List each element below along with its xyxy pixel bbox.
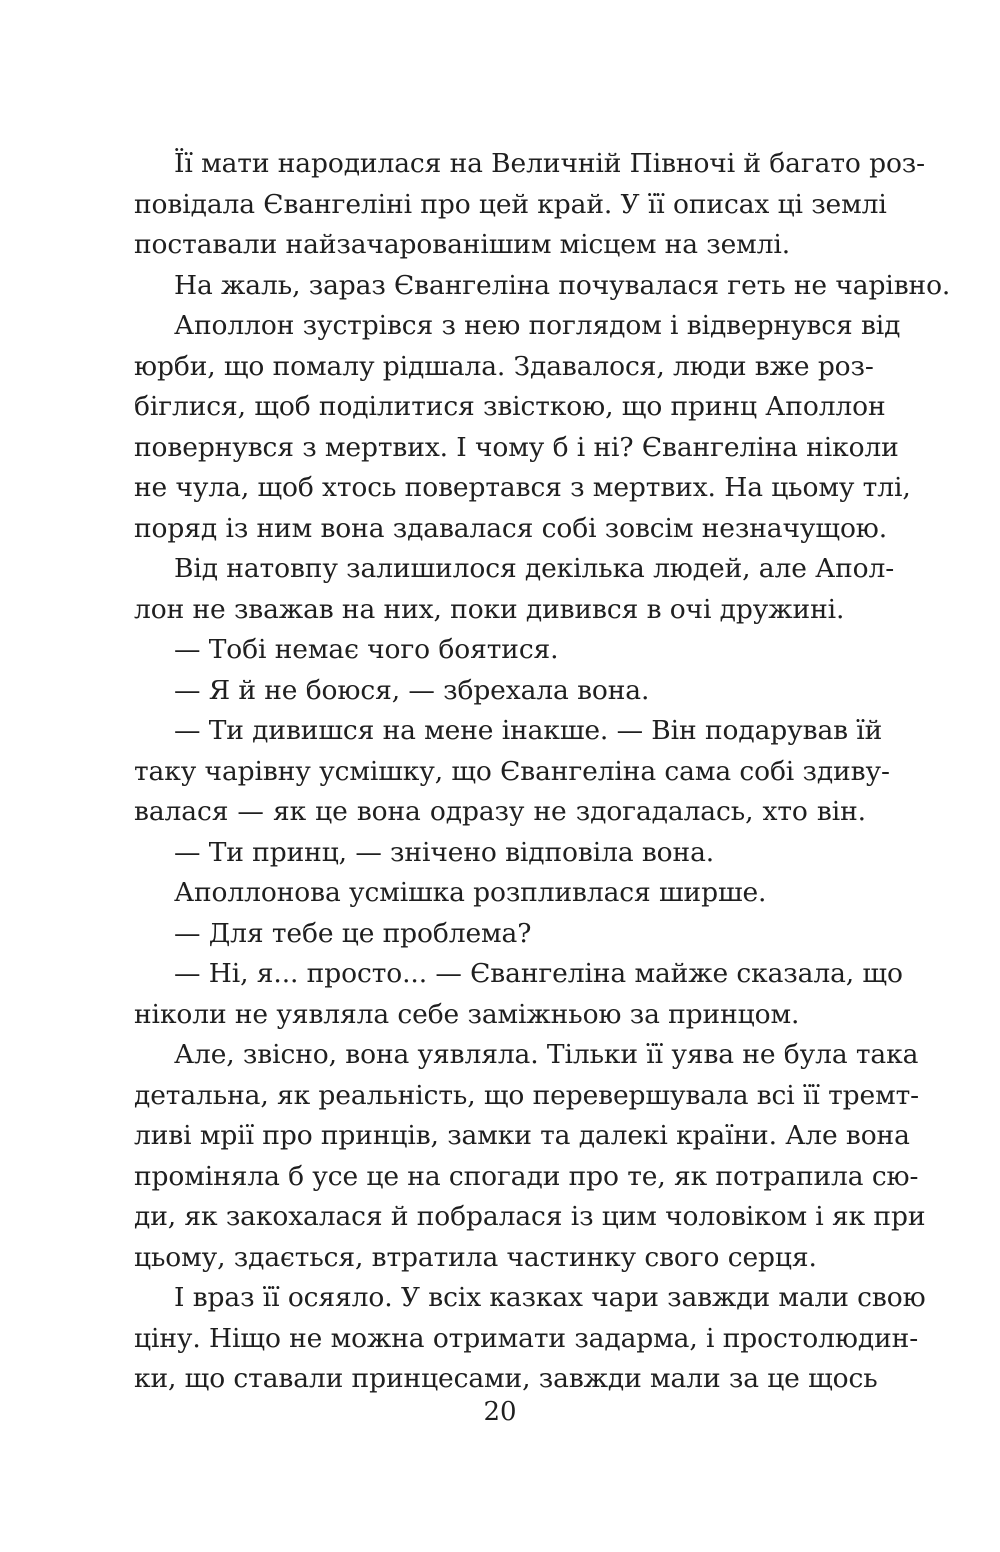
text-line: повідала Євангеліні про цей край. У її описах ці землі: [134, 188, 887, 220]
text-line: — Ти принц, — знічено відповіла вона.: [174, 836, 715, 868]
text-line: — Я й не боюся, — збрехала вона.: [174, 674, 650, 706]
page-number: 20: [483, 1397, 517, 1427]
text-line: Аполлон зустрівся з нею поглядом і відвернувся від: [174, 310, 901, 341]
text-line: лон не зважав на них, поки дивився в очі дружині.: [134, 593, 845, 625]
text-line: таку чарівну усмішку, що Євангеліна сама собі здиву-: [134, 755, 890, 787]
text-line: поряд із ним вона здавалася собі зовсім незначущою.: [134, 512, 888, 544]
text-line: поставали найзачарованішим місцем на землі.: [134, 229, 791, 260]
text-line: Але, звісно, вона уявляла. Тільки її уява не була така: [174, 1039, 919, 1070]
text-line: біглися, щоб поділитися звісткою, що принц Аполлон: [134, 391, 886, 422]
body-text: [134, 144, 951, 1400]
text-line: — Тобі немає чого боятися.: [174, 634, 559, 665]
text-line: ливі мрії про принців, замки та далекі країни. Але вона: [134, 1120, 910, 1151]
text-line: проміняла б усе це на спогади про те, як потрапила сю-: [134, 1160, 919, 1192]
text-line: детальна, як реальність, що перевершувала всі її тремт-: [134, 1079, 919, 1111]
text-line: Аполлонова усмішка розпливлася ширше.: [174, 877, 767, 908]
text-line: цьому, здається, втратила частинку свого серця.: [134, 1241, 817, 1273]
text-line: ки, що ставали принцесами, завжди мали за це щось: [134, 1363, 878, 1394]
text-line: ніколи не уявляла себе заміжньою за принцом.: [134, 998, 800, 1030]
text-line: — Ні, я... просто... — Євангеліна майже сказала, що: [174, 958, 903, 989]
text-line: не чула, щоб хтось повертався з мертвих. На цьому тлі,: [134, 472, 911, 503]
text-line: — Ти дивишся на мене інакше. — Він подарував їй: [174, 715, 883, 746]
text-line: Від натовпу залишилося декілька людей, але Апол-: [174, 553, 895, 584]
text-line: ціну. Ніщо не можна отримати задарма, і простолюдин-: [134, 1322, 919, 1354]
text-line: ди, як закохалася й побралася із цим чоловіком і як при: [134, 1201, 926, 1232]
text-line: На жаль, зараз Євангеліна почувалася геть не чарівно.: [174, 269, 951, 301]
text-line: І враз її осяяло. У всіх казках чари завжди мали свою: [174, 1282, 926, 1313]
text-line: валася — як це вона одразу не здогадалась, хто він.: [134, 796, 866, 827]
text-line: повернувся з мертвих. І чому б і ні? Євангеліна ніколи: [134, 431, 899, 463]
text-line: Її мати народилася на Величній Півночі й багато роз-: [174, 148, 926, 179]
text-line: юрби, що помалу рідшала. Здавалося, люди вже роз-: [134, 350, 874, 382]
text-line: — Для тебе це проблема?: [174, 917, 532, 949]
